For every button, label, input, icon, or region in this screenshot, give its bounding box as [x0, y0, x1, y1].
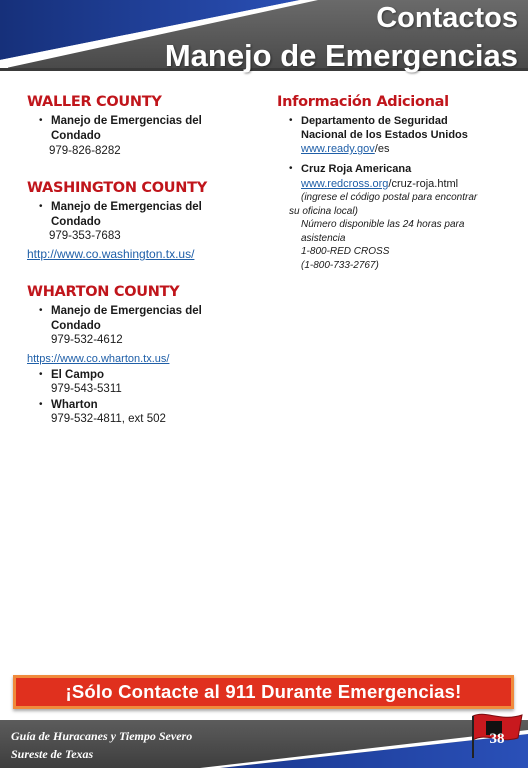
note-text: Número disponible las 24 horas para	[301, 219, 465, 230]
item-label: Condado	[51, 129, 101, 142]
banner-inner	[16, 678, 511, 706]
list-item	[27, 114, 267, 143]
waller-section	[27, 93, 267, 159]
item-label: Condado	[51, 215, 101, 228]
list-item	[27, 200, 267, 229]
bullet-icon: •	[289, 163, 293, 174]
additional-info-heading: Información Adicional	[277, 94, 449, 110]
redcross-link[interactable]: www.redcross.org	[301, 178, 389, 190]
page-footer	[0, 720, 528, 768]
list-item	[277, 162, 507, 205]
item-label: Wharton	[51, 398, 98, 411]
item-label: Manejo de Emergencias del	[51, 115, 202, 127]
bullet-icon: •	[39, 305, 43, 316]
county-heading-waller: WALLER COUNTY	[27, 94, 162, 110]
page-title: Contactos	[376, 2, 518, 34]
phone-wharton-county: 979-532-4612	[51, 334, 123, 346]
list-item	[27, 368, 267, 397]
right-column	[277, 93, 507, 272]
bullet-icon: •	[289, 115, 293, 126]
note-text: su oficina local)	[289, 205, 358, 217]
link-suffix: /cruz-roja.html	[388, 178, 459, 190]
page-header	[0, 0, 528, 76]
phone-el-campo: 979-543-5311	[51, 383, 122, 395]
item-label: Departamento de Seguridad	[301, 115, 448, 127]
list-item	[277, 114, 507, 156]
county-heading-washington: WASHINGTON COUNTY	[27, 180, 207, 196]
item-label: El Campo	[51, 368, 105, 381]
page-number: 38	[489, 731, 505, 747]
item-label: Nacional de los Estados Unidos	[301, 129, 468, 141]
list-item	[27, 398, 267, 427]
bullet-icon: •	[39, 115, 43, 126]
note-text: asistencia	[301, 232, 346, 244]
washington-section	[27, 179, 267, 263]
redcross-phone: 1-800-RED CROSS	[301, 246, 390, 257]
redcross-phone-numeric: (1-800-733-2767)	[301, 259, 379, 271]
wharton-section	[27, 283, 267, 427]
emergency-banner	[13, 675, 514, 709]
footer-region: Sureste de Texas	[11, 747, 94, 761]
item-label: Cruz Roja Americana	[301, 163, 412, 175]
wharton-website-link[interactable]: https://www.co.wharton.tx.us/	[27, 352, 170, 365]
item-label: Manejo de Emergencias del	[51, 201, 202, 213]
note-text: (ingrese el código postal para encontrar	[301, 192, 478, 203]
footer-guide-title: Guía de Huracanes y Tiempo Severo	[11, 729, 193, 743]
phone-wharton-city: 979-532-4811, ext 502	[51, 413, 166, 425]
washington-website-link[interactable]: http://www.co.washington.tx.us/	[27, 247, 195, 261]
item-label: Manejo de Emergencias del	[51, 305, 202, 317]
bullet-icon: •	[39, 201, 43, 212]
phone-waller: 979-826-8282	[49, 145, 121, 157]
page-subtitle: Manejo de Emergencias	[164, 38, 518, 73]
banner-text: ¡Sólo Contacte al 911 Durante Emergencias!	[65, 681, 462, 702]
bullet-icon: •	[39, 368, 43, 380]
bullet-icon: •	[39, 398, 43, 410]
county-heading-wharton: WHARTON COUNTY	[27, 284, 180, 300]
item-label: Condado	[51, 319, 101, 332]
link-suffix: /es	[374, 143, 390, 155]
ready-gov-link[interactable]: www.ready.gov	[301, 143, 375, 155]
left-column	[27, 93, 267, 427]
dhs-link-line	[301, 142, 507, 156]
redcross-link-line	[301, 177, 507, 191]
phone-washington: 979-353-7683	[49, 230, 121, 242]
list-item	[27, 304, 267, 348]
